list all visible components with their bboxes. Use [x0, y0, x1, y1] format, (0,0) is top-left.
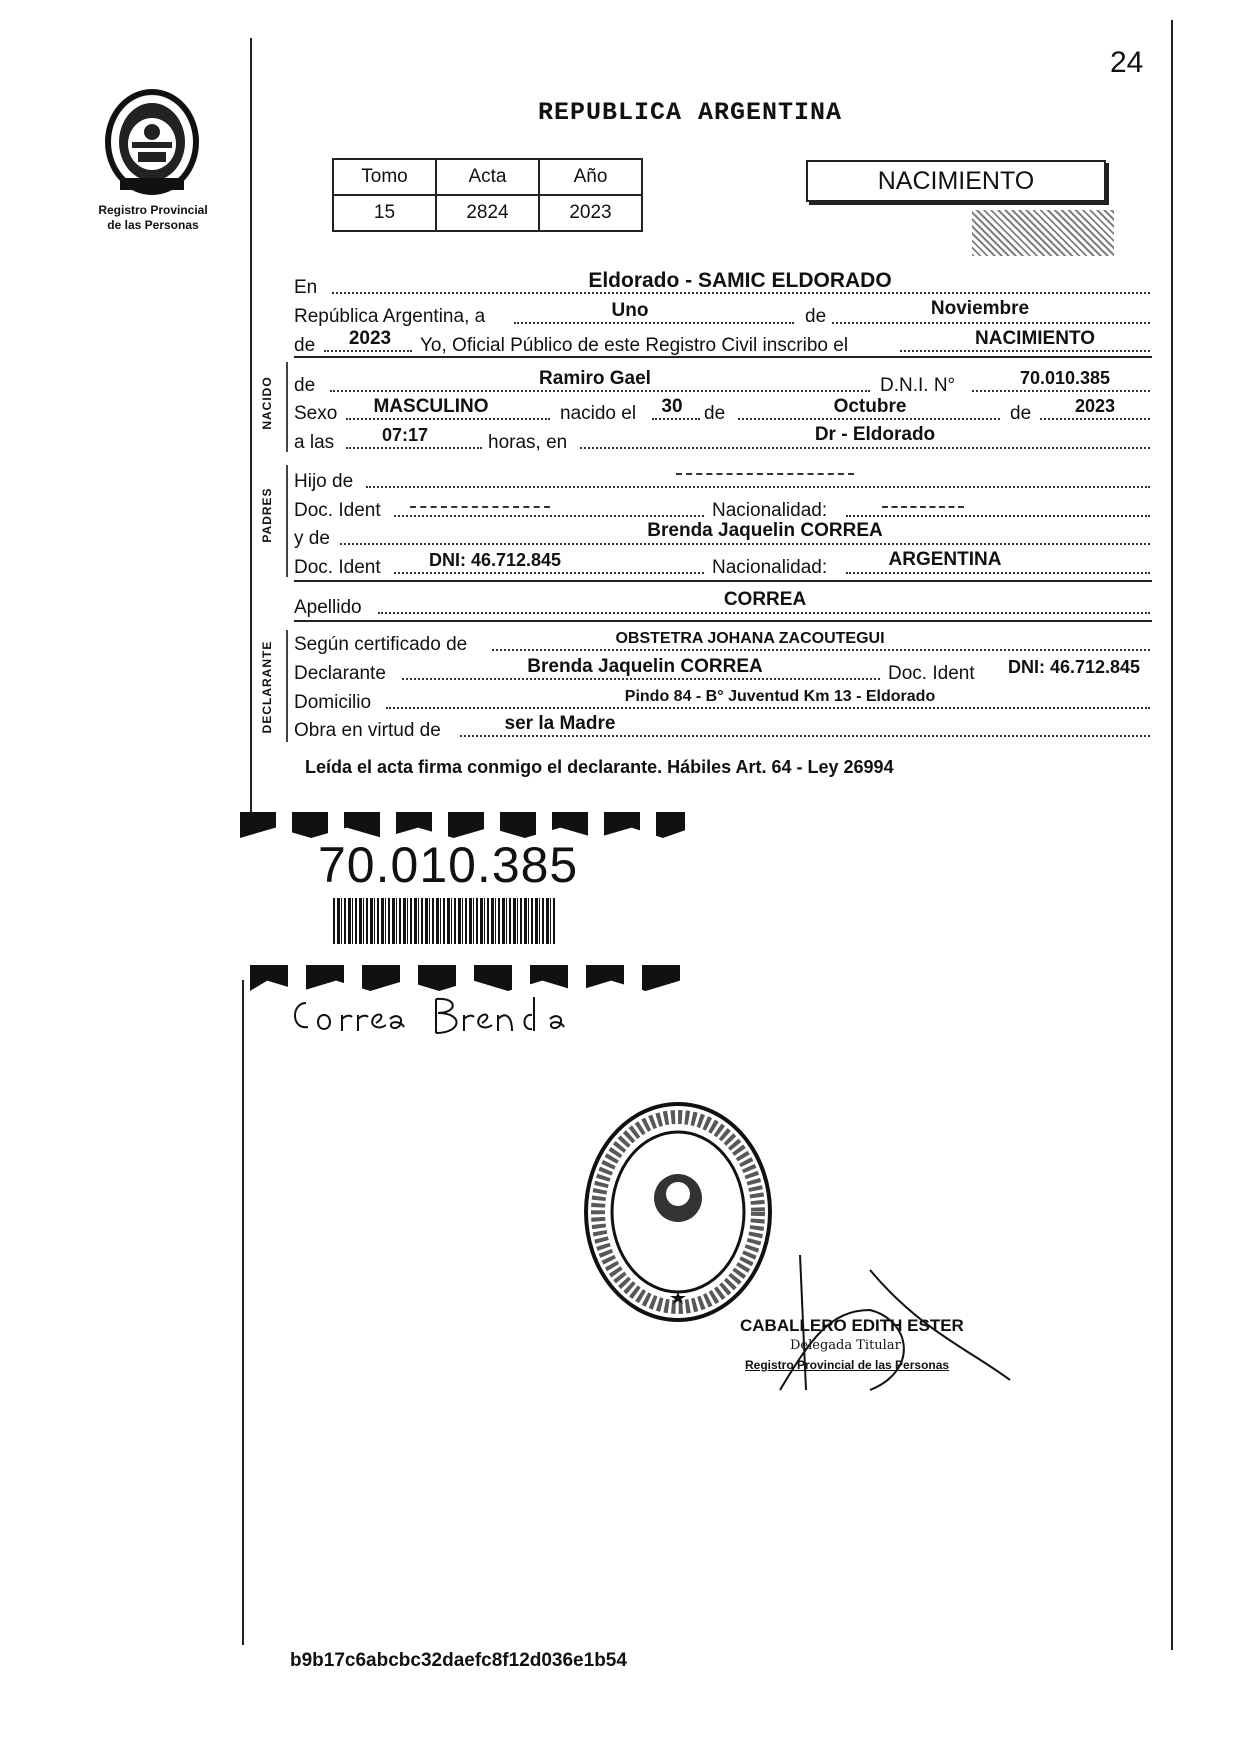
anio-dotline [324, 350, 412, 352]
yde-label: y de [294, 528, 330, 549]
nacido-dia: 30 [661, 396, 683, 417]
nac1-blank-mark [882, 506, 964, 508]
nacido-dni: 70.010.385 [1019, 368, 1111, 388]
id-number: 70.010.385 [318, 837, 579, 893]
value-anio: 2023 [539, 195, 642, 231]
nacido-side-label: NACIDO [260, 376, 274, 430]
cert-label: Según certificado de [294, 634, 468, 655]
declarante-doc: DNI: 46.712.845 [1007, 657, 1141, 677]
doc2-dotline [394, 572, 704, 574]
handwritten-signature [286, 985, 596, 1050]
acto-dotline [900, 350, 1150, 352]
header-tomo: Tomo [333, 159, 436, 195]
decl-label: Declarante [294, 663, 386, 684]
security-stamp-icon [972, 210, 1114, 256]
padres-doc2: DNI: 46.712.845 [428, 550, 562, 570]
registry-logo [96, 86, 208, 198]
nac1-label: Nacionalidad: [712, 500, 828, 521]
apellido-label: Apellido [294, 597, 362, 618]
nacido-mes: Octubre [833, 396, 907, 417]
nac2-label: Nacionalidad: [712, 557, 828, 578]
left-margin-line-lower [242, 980, 244, 1645]
nac1-dotline [846, 515, 1150, 517]
left-margin-line [250, 38, 252, 833]
dni-dotline [972, 390, 1150, 392]
horas-label: horas, en [488, 432, 568, 453]
dni-label: D.N.I. N° [880, 375, 956, 396]
padre-dotline [366, 486, 1150, 488]
document-hash: b9b17c6abcbc32daefc8f12d036e1b54 [290, 1650, 627, 1671]
record-type-label: NACIMIENTO [877, 167, 1035, 195]
intro-anio-value: 2023 [348, 328, 392, 349]
intro-mes-value: Noviembre [930, 298, 1030, 319]
sexo-label: Sexo [294, 403, 338, 424]
dia-dotline [514, 322, 794, 324]
anio-nacido-dotline [1040, 418, 1150, 420]
value-tomo: 15 [333, 195, 436, 231]
intro-acto-value: NACIMIENTO [975, 328, 1095, 349]
section-divider-3 [294, 620, 1152, 622]
nac2-dotline [846, 572, 1150, 574]
provincial-shield-icon [96, 86, 208, 198]
declarante-bracket [286, 630, 288, 742]
nacido-de3-label: de [1010, 403, 1032, 424]
en-label: En [294, 277, 318, 298]
section-divider-2 [294, 580, 1152, 582]
nacido-lugar: Dr - Eldorado [814, 424, 936, 445]
record-table [332, 158, 643, 232]
decl-doc-label: Doc. Ident [888, 663, 975, 684]
alas-label: a las [294, 432, 335, 453]
republica-label: República Argentina, a [294, 306, 486, 327]
sexo-dotline [346, 418, 550, 420]
mes-dotline [832, 322, 1150, 324]
nombre-dotline [330, 390, 870, 392]
stamp-line2: Delegada Titular [790, 1338, 901, 1353]
barcode-icon [333, 898, 555, 944]
footer-legal: Leída el acta firma conmigo el declarante. Hábiles Art. 64 - Ley 26994 [305, 757, 894, 777]
stamp-line3: Registro Provincial de las Personas [745, 1358, 950, 1372]
declarante-side-label: DECLARANTE [260, 640, 274, 734]
lugar-dotline [580, 447, 1150, 449]
header-anio: Año [539, 159, 642, 195]
logo-caption-line1: Registro Provincial [98, 203, 208, 217]
dom-label: Domicilio [294, 692, 372, 713]
declarante-domicilio: Pindo 84 - B° Juventud Km 13 - Eldorado [624, 688, 936, 705]
decl-dotline [402, 678, 880, 680]
yo-text: Yo, Oficial Público de este Registro Civil inscribo el [420, 335, 849, 356]
intro-de2-label: de [294, 335, 316, 356]
nacido-anio: 2023 [1074, 396, 1116, 416]
decorative-wave-top [240, 812, 685, 838]
hijo-label: Hijo de [294, 471, 354, 492]
intro-dia-value: Uno [611, 300, 649, 321]
padres-bracket [286, 465, 288, 577]
en-dotline [332, 292, 1150, 294]
declarante-cert: OBSTETRA JOHANA ZACOUTEGUI [615, 630, 885, 647]
record-type-box [806, 160, 1106, 202]
logo-caption-line2: de las Personas [107, 218, 199, 232]
declarante-obra: ser la Madre [504, 713, 616, 734]
nacido-de-label: de [294, 375, 316, 396]
section-divider [294, 356, 1152, 358]
header-acta: Acta [436, 159, 539, 195]
obra-label: Obra en virtud de [294, 720, 441, 741]
doc1-dotline [394, 515, 704, 517]
nacido-el-label: nacido el [560, 403, 637, 424]
intro-de-label: de [805, 306, 827, 327]
padres-side-label: PADRES [260, 487, 274, 543]
declarante-nombre: Brenda Jaquelin CORREA [527, 656, 763, 677]
padres-madre: Brenda Jaquelin CORREA [647, 520, 883, 541]
doc1-blank-mark [410, 506, 550, 508]
dia-nacido-dotline [652, 418, 700, 420]
country-title: REPUBLICA ARGENTINA [537, 98, 843, 127]
doc2-label: Doc. Ident [294, 557, 381, 578]
obra-dotline [460, 735, 1150, 737]
en-value: Eldorado - SAMIC ELDORADO [588, 269, 892, 292]
nacido-nombre: Ramiro Gael [539, 368, 651, 389]
right-margin-line [1171, 20, 1173, 1650]
doc1-label: Doc. Ident [294, 500, 381, 521]
apellido-value: CORREA [723, 589, 807, 610]
nacido-sexo: MASCULINO [373, 396, 489, 417]
signature-correa-brenda-icon [286, 985, 596, 1045]
hora-dotline [346, 447, 482, 449]
nacido-de2-label: de [704, 403, 726, 424]
apellido-dotline [378, 612, 1150, 614]
padre-blank-mark [676, 473, 854, 475]
nacido-hora: 07:17 [381, 425, 429, 445]
mes-nacido-dotline [738, 418, 1000, 420]
padres-nac2: ARGENTINA [888, 549, 1002, 570]
page-number: 24 [1110, 46, 1144, 79]
madre-dotline [340, 543, 1150, 545]
value-acta: 2824 [436, 195, 539, 231]
nacido-bracket [286, 362, 288, 452]
stamp-line1: CABALLERO EDITH ESTER [740, 1316, 964, 1335]
